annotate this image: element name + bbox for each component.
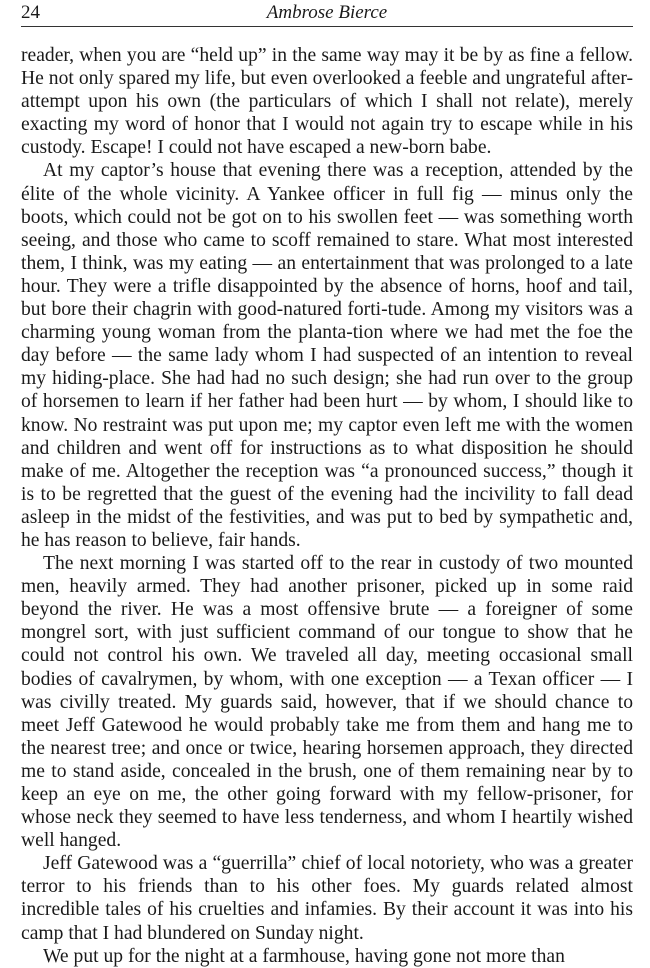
running-head [21, 0, 633, 27]
paragraph-4: Jeff Gatewood was a “guerrilla” chief of local notoriety, who was a greater terror to his friends than to his other foes. My guards related almost incredible tales of his cruelties and infamies. By their account it was into his camp that I had blundered on Sunday night. [21, 853, 633, 944]
page-number: 24 [21, 2, 40, 23]
paragraph-1: reader, when you are “held up” in the same way may it be by as fine a fellow. He not only spared my life, but even overlooked a feeble and ungrateful after-attempt upon his own (the particulars of which I shall not relate), merely exacting my word of honor that I would not again try to escape while in his custody. Escape! I could not have escaped a new-born babe. [21, 45, 633, 159]
body-text [21, 44, 633, 968]
book-page [21, 0, 633, 967]
paragraph-3: The next morning I was started off to the rear in custody of two mounted men, heavily armed. They had another prisoner, picked up in some raid beyond the river. He was a most offensive brute — a foreigner of some mongrel sort, with just sufficient command of our tongue to show that he could not control his own. We traveled all day, meeting occasional small bodies of cavalrymen, by whom, with one exception — a Texan officer — I was civilly treated. My guards said, however, that if we should chance to meet Jeff Gatewood he would probably take me from them and hang me to the nearest tree; and once or twice, hearing horsemen approach, they directed me to stand aside, concealed in the brush, one of them remaining near by to keep an eye on me, the other going forward with my fellow-prisoner, for whose neck they seemed to have less tenderness, and whom I heartily wished well hanged. [21, 553, 633, 852]
paragraph-2: At my captor’s house that evening there was a reception, attended by the élite of the whole vicinity. A Yankee officer in full fig — minus only the boots, which could not be got on to his swollen feet — was something worth seeing, and those who came to scoff remained to stare. What most interested them, I think, was my eating — an entertainment that was prolonged to a late hour. They were a trifle disappointed by the absence of horns, hoof and tail, but bore their chagrin with good-natured forti-tude. Among my visitors was a charming young woman from the planta-tion where we had met the foe the day before — the same lady whom I had suspected of an intention to reveal my hiding-place. She had had no such design; she had run over to the group of horsemen to learn if her father had been hurt — by whom, I should like to know. No restraint was put upon me; my captor even left me with the women and children and went off for instructions as to what disposition he should make of me. Altogether the reception was “a pronounced success,” though it is to be regretted that the guest of the evening had the incivility to fall dead asleep in the midst of the festivities, and was put to bed by sympathetic and, he has reason to believe, fair hands. [21, 160, 633, 551]
paragraph-5: We put up for the night at a farmhouse, having gone not more than [43, 945, 565, 967]
running-title: Ambrose Bierce [266, 2, 388, 23]
